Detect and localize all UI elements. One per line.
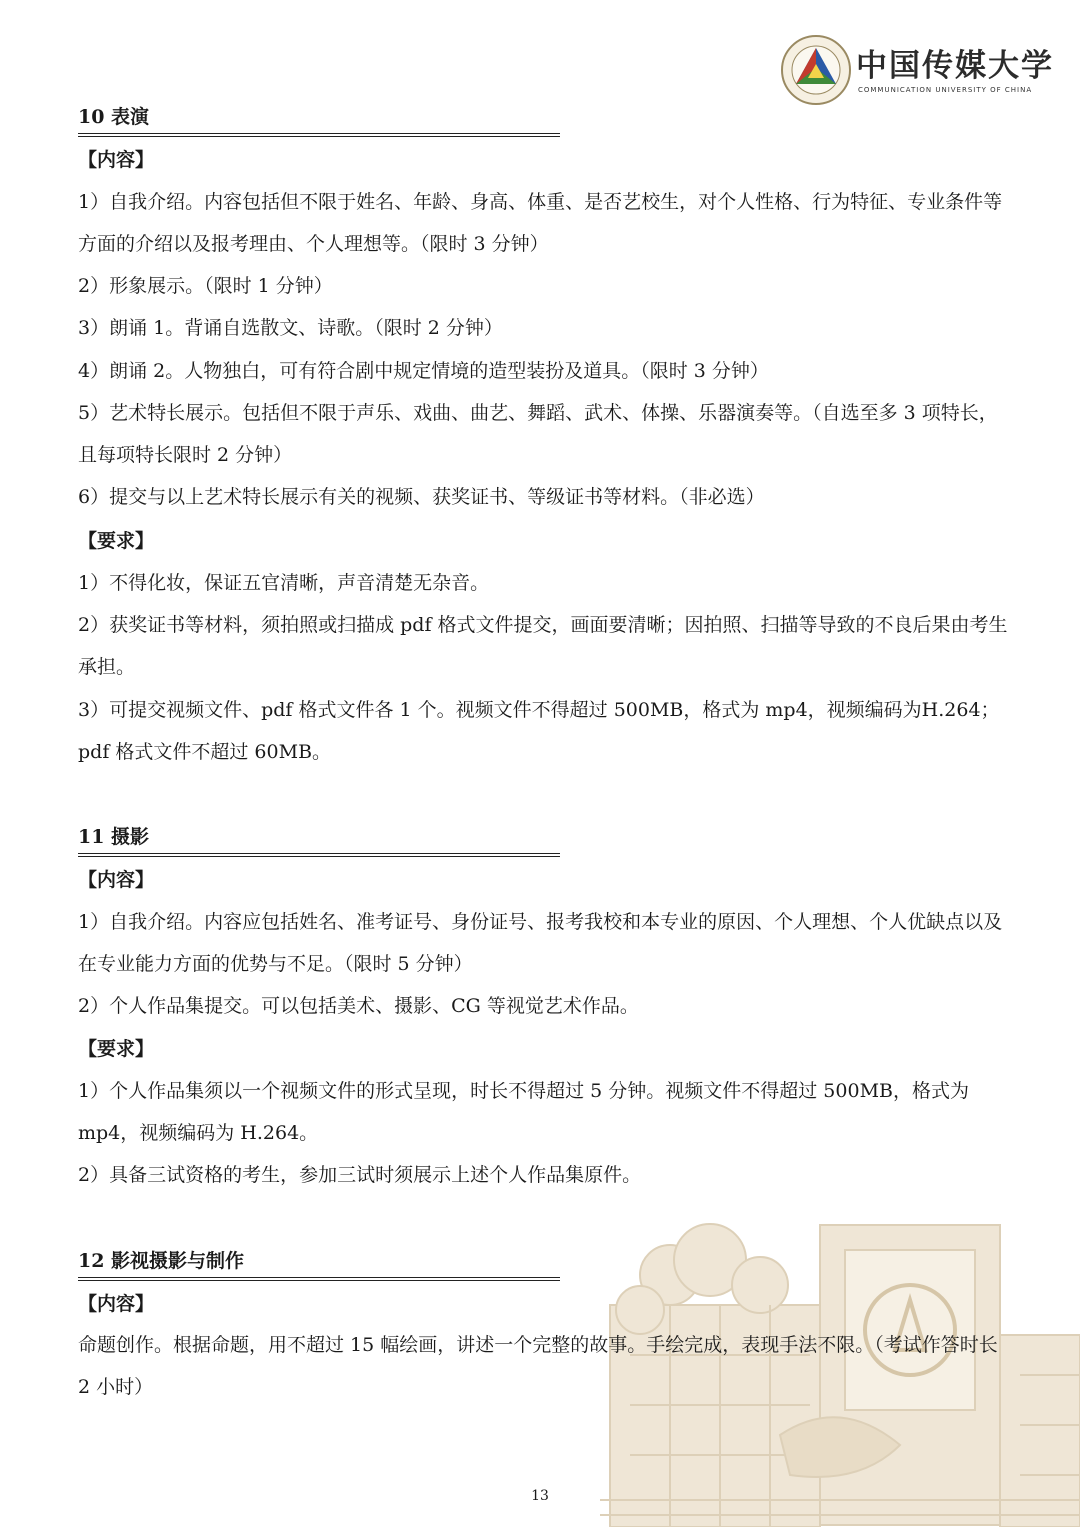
content-label: 【内容】 [78,869,155,891]
content-item: 命题创作。根据命题，用不超过 15 幅绘画，讲述一个完整的故事。手绘完成，表现手法不限。（考试作答时长 2 小时） [78,1334,998,1398]
logo-chinese-name: 中国传媒大学 [856,48,1054,84]
requirements-label: 【要求】 [78,1038,155,1060]
content-item: 1）自我介绍。内容包括但不限于姓名、年龄、身高、体重、是否艺校生，对个人性格、行为特征、专业条件等方面的介绍以及报考理由、个人理想等。（限时 3 分钟） [78,191,1003,255]
section-title-film-cinematography: 12 影视摄影与制作 [78,1248,560,1281]
section-title-performance: 10 表演 [78,104,560,137]
requirement-item: 1）个人作品集须以一个视频文件的形式呈现，时长不得超过 5 分钟。视频文件不得超过 500MB，格式为 mp4，视频编码为 H.264。 [78,1080,969,1144]
content-label: 【内容】 [78,1293,155,1315]
content-label: 【内容】 [78,149,155,171]
logo-english-name: COMMUNICATION UNIVERSITY OF CHINA [858,86,1033,94]
section-title-photography: 11 摄影 [78,824,560,857]
content-item: 6）提交与以上艺术特长展示有关的视频、获奖证书、等级证书等材料。（非必选） [78,486,765,508]
requirement-item: 2）具备三试资格的考生，参加三试时须展示上述个人作品集原件。 [78,1164,642,1186]
content-item: 2）个人作品集提交。可以包括美术、摄影、CG 等视觉艺术作品。 [78,995,639,1017]
content-item: 1）自我介绍。内容应包括姓名、准考证号、身份证号、报考我校和本专业的原因、个人理想、个人优缺点以及在专业能力方面的优势与不足。（限时 5 分钟） [78,911,1003,975]
page-number: 13 [531,1488,549,1504]
requirements-label: 【要求】 [78,530,155,552]
content-item: 5）艺术特长展示。包括但不限于声乐、戏曲、曲艺、舞蹈、武术、体操、乐器演奏等。（自选至多 3 项特长，且每项特长限时 2 分钟） [78,402,998,466]
content-item: 3）朗诵 1。背诵自选散文、诗歌。（限时 2 分钟） [78,317,503,339]
requirement-item: 3）可提交视频文件、pdf 格式文件各 1 个。视频文件不得超过 500MB，格式为 mp4，视频编码为H.264；pdf 格式文件不超过 60MB。 [78,699,1000,763]
requirement-item: 2）获奖证书等材料，须拍照或扫描成 pdf 格式文件提交，画面要清晰；因拍照、扫描等导致的不良后果由考生承担。 [78,614,1008,678]
requirement-item: 1）不得化妆，保证五官清晰，声音清楚无杂音。 [78,572,490,594]
content-item: 2）形象展示。（限时 1 分钟） [78,275,333,297]
content-item: 4）朗诵 2。人物独白，可有符合剧中规定情境的造型装扮及道具。（限时 3 分钟） [78,360,769,382]
